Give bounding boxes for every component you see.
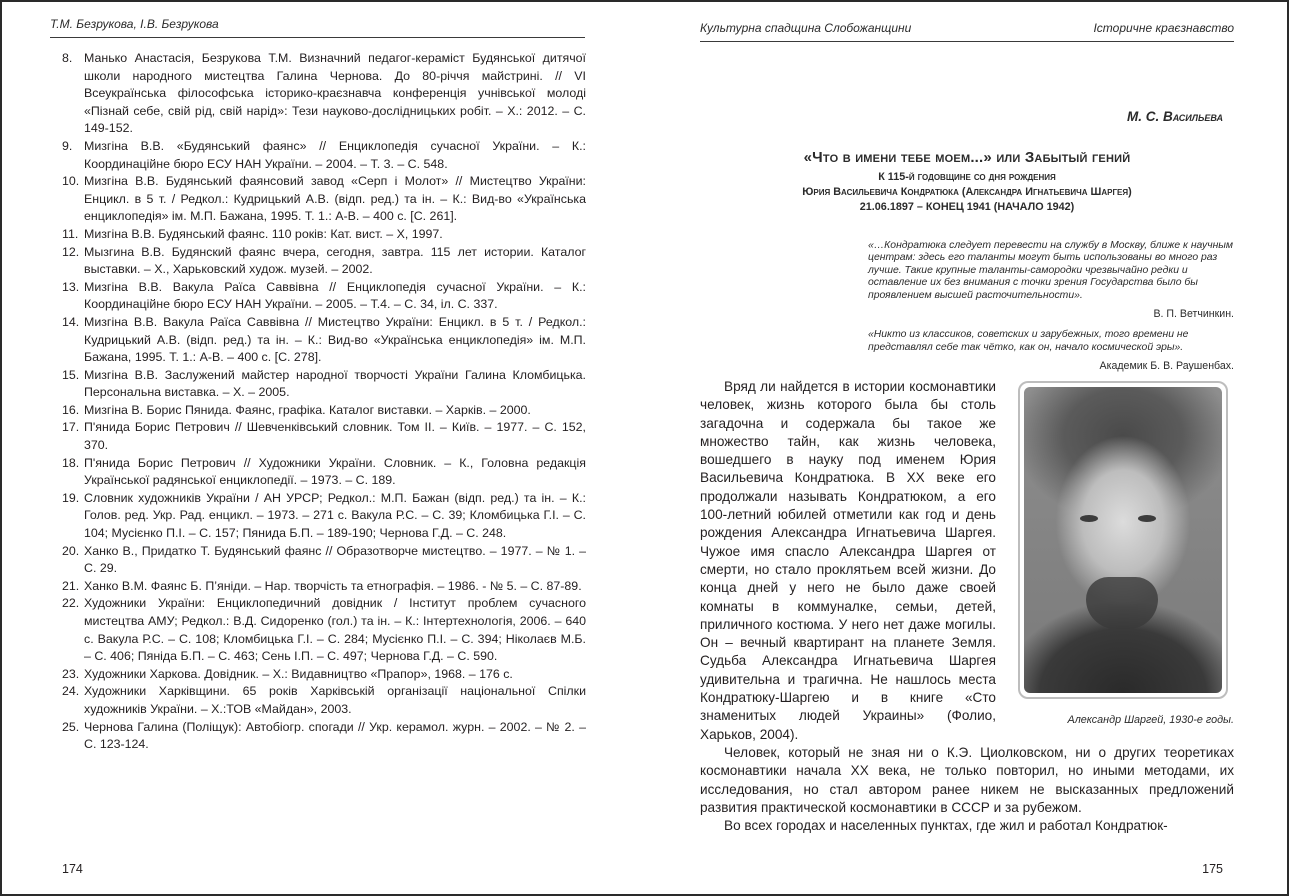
portrait-figure xyxy=(1008,381,1234,729)
running-head-journal: Культурна спадщина Слобожанщини xyxy=(700,21,912,35)
reference-item: 20. Ханко В., Придатко Т. Будянський фаянс // Образотворче мистецтво. – 1977. – № 1. – С. 29. xyxy=(62,543,586,576)
photo-detail xyxy=(1138,515,1156,522)
right-page xyxy=(646,2,1289,894)
article-author: М. С. Васильева xyxy=(1127,109,1223,124)
reference-item: 11. Мизгіна В.В. Будянський фаянс. 110 років: Кат. вист. – Х, 1997. xyxy=(62,226,443,241)
reference-item: 10. Мизгіна В.В. Будянський фаянсовий завод «Серп і Молот» // Мистецтво України: Енцикл. в 5 т. / Редкол.: Кудрицький А.В. (відп. ред.) та ін. – К.: Вид-во «Українська енциклопедія» ім. М.П. Бажана, 1995. Т. 1.: А-В. – 400 с. [С. 261]. xyxy=(62,174,586,224)
reference-item: 25. Чернова Галина (Поліщук): Автобіогр. спогади // Укр. керамол. журн. – 2002. – № 2. – С. 123-124. xyxy=(62,719,586,752)
article-title: «Что в имени тебе моем...» или Забытый гений xyxy=(803,149,1131,166)
reference-item: 15. Мизгіна В.В. Заслужений майстер народної творчості України Галина Кломбицька. Персональна виставка. – Х. – 2005. xyxy=(62,367,586,400)
epigraph-attribution: Академик Б. В. Раушенбах. xyxy=(1099,360,1234,373)
running-head-section: Історичне краєзнавство xyxy=(1093,21,1234,35)
reference-item: 18. П'янида Борис Петрович // Художники України. Словник. – К., Головна редакція Української радянської енциклопедії. – 1973. – С. 189. xyxy=(62,455,586,488)
epigraph-quote: «…Кондратюка следует перевести на службу в Москву, ближе к научным центрам: здесь его таланты могут быть использованы во много раз лучше. Такие крупные таланты-самородки чрезвычайно редки и оставление их без внимания с точки зрения Государства было бы проявлением высшей расточительности». xyxy=(868,240,1234,301)
reference-item: 17. П'янида Борис Петрович // Шевченківський словник. Том II. – Київ. – 1977. – С. 152, 370. xyxy=(62,420,586,453)
running-head-left-page xyxy=(50,14,585,38)
reference-item: 21. Ханко В.М. Фаянс Б. П’яніди. – Нар. творчість та етнографія. – 1986. - № 5. – С. 87-89. xyxy=(62,578,582,593)
page-number: 175 xyxy=(1202,862,1223,876)
running-head-authors: Т.М. Безрукова, І.В. Безрукова xyxy=(50,17,219,31)
body-paragraph: Человек, который не зная ни о К.Э. Циолковском, ни о других теоретиках космонавтики начала ХХ века, не только повторил, но иными методами, их исследования, но стал автором ранее никем не высказанных предложений развития практической космонавтики в СССР и за рубежом. xyxy=(700,744,1234,815)
body-paragraph: Вряд ли найдется в истории космонавтики человек, жизнь которого была бы столь загадочна и содержала бы такое же множество тайн, как жизнь человека, вошедшего в науку под именем Юрия Васильевича Кондратюка. В ХХ веке его продолжали называть Кондратюком, а его 100-летний юбилей отметили как год и день рождения Александра Игнатьевича Шаргея. Чужое имя спасло Александра Шаргея от смерти, но стало проклятьем всей жизни. До конца дней у него не было даже своей комнаты в коммуналке, семьи, детей, приличного костюма. У него нет даже могилы. Он – вечный квартирант на планете Земля. Судьба Александра Игнатьевича Шаргея удивительна и трагична. Не нашлось места Кондратюку-Шаргею и в книге «Сто знаменитых людей Украины» (Фолио, Харьков, 2004). xyxy=(700,379,996,742)
reference-item: 24. Художники Харківщини. 65 років Харківській організації національної Спілки художників України. – Х.:ТОВ «Майдан», 2003. xyxy=(62,684,586,716)
body-paragraph: Во всех городах и населенных пунктах, где жил и работал Кондратюк- xyxy=(724,818,1168,834)
article-title-block xyxy=(700,149,1234,215)
reference-item: 9. Мизгіна В.В. «Будянський фаянс» // Енциклопедія сучасної України. – К.: Координаційне бюро ЕСУ НАН України. – 2004. – Т. 3. – С. 548. xyxy=(62,138,586,171)
page-number: 174 xyxy=(62,862,83,876)
reference-item: 22. Художники України: Енциклопедичний довідник / Інститут проблем сучасного мистецтва АМУ; Редкол.: В.Д. Сидоренко (гол.) та ін. – К.: Інтертехнологія, 2006. – 640 с. Вакула Р.С. – С. 108; Кломбицька Г.І. – С. 284; Мусієнко П.І. – С. 394; Ніколаєв М.Б. – С. 406; Пяніда Б.П. – С. 463; Сень І.П. – С. 497; Чернова Г.Д. – С. 590. xyxy=(62,596,586,664)
article-dates: 21.06.1897 – КОНЕЦ 1941 (НАЧАЛО 1942) xyxy=(859,201,1075,213)
figure-caption: Александр Шаргей, 1930-е годы. xyxy=(1067,714,1234,726)
photo-detail xyxy=(1086,577,1158,629)
reference-item: 12. Мызгина В.В. Будянский фаянс вчера, сегодня, завтра. 115 лет истории. Каталог выставки. – Х., Харьковский худож. музей. – 2002. xyxy=(62,244,586,277)
photo-frame xyxy=(1018,381,1228,699)
running-head-right-page xyxy=(700,18,1234,42)
left-page xyxy=(2,2,646,894)
epigraph-quote: «Никто из классиков, советских и зарубежных, того времени не представлял себе так чётко, как он, начало космической эры». xyxy=(868,329,1189,353)
article-subtitle-line2: Юрия Васильевича Кондратюка (Александра Игнатьевича Шаргея) xyxy=(802,186,1132,198)
reference-item: 19. Словник художників України / АН УРСР; Редкол.: М.П. Бажан (відп. ред.) та ін. – К.: Голов. ред. Укр. Рад. енцикл. – 1973. – 271 с. Вакула Р.С. – С. 39; Кломбицька Г.І. – С. 104; Мусієнко П.І. – С. 157; Пянида Б.П. – 189-190; Чернова Г.Д. – С. 248. xyxy=(62,490,586,541)
article-body xyxy=(700,378,1234,835)
reference-item: 23. Художники Харкова. Довідник. – Х.: Видавництво «Прапор», 1968. – 176 с. xyxy=(62,666,513,681)
article-subtitle-line1: К 115-й годовщине со дня рождения xyxy=(878,171,1056,183)
reference-item: 13. Мизгіна В.В. Вакула Раїса Саввівна // Енциклопедія сучасної України. – К.: Координаційне бюро ЕСУ НАН України. – 2005. – Т.4. – С. 34, іл. С. 337. xyxy=(62,279,586,312)
reference-item: 16. Мизгіна В. Борис Пянида. Фаянс, графіка. Каталог виставки. – Харків. – 2000. xyxy=(62,402,531,417)
reference-item: 8. Манько Анастасія, Безрукова Т.М. Визначний педагог-кераміст Будянської дитячої школи народного мистецтва Галина Чернова. До 80-річчя майстрині. // VI Всеукраїнська філософська історико-краєзнавча конференція учнівської молоді «Пізнай себе, свій рід, свій нарід»: Тези науково-дослідницьких робіт. – Х.: 2012. – С. 149-152. xyxy=(62,51,586,136)
photo-detail xyxy=(1080,515,1098,522)
portrait-photo xyxy=(1024,387,1222,693)
epigraph-attribution: В. П. Ветчинкин. xyxy=(1153,308,1234,321)
references-list xyxy=(62,50,586,754)
epigraphs xyxy=(868,240,1234,382)
reference-item: 14. Мизгіна В.В. Вакула Раїса Саввівна // Мистецтво України: Енцикл. в 5 т. / Редкол.: Кудрицький А.В. (відп. ред.) та ін. – К.: Вид-во «Українська енциклопедія» ім. М.П. Бажана, 1995. Т. 1.: А-В. – 400 с. [С. 278]. xyxy=(62,314,586,365)
